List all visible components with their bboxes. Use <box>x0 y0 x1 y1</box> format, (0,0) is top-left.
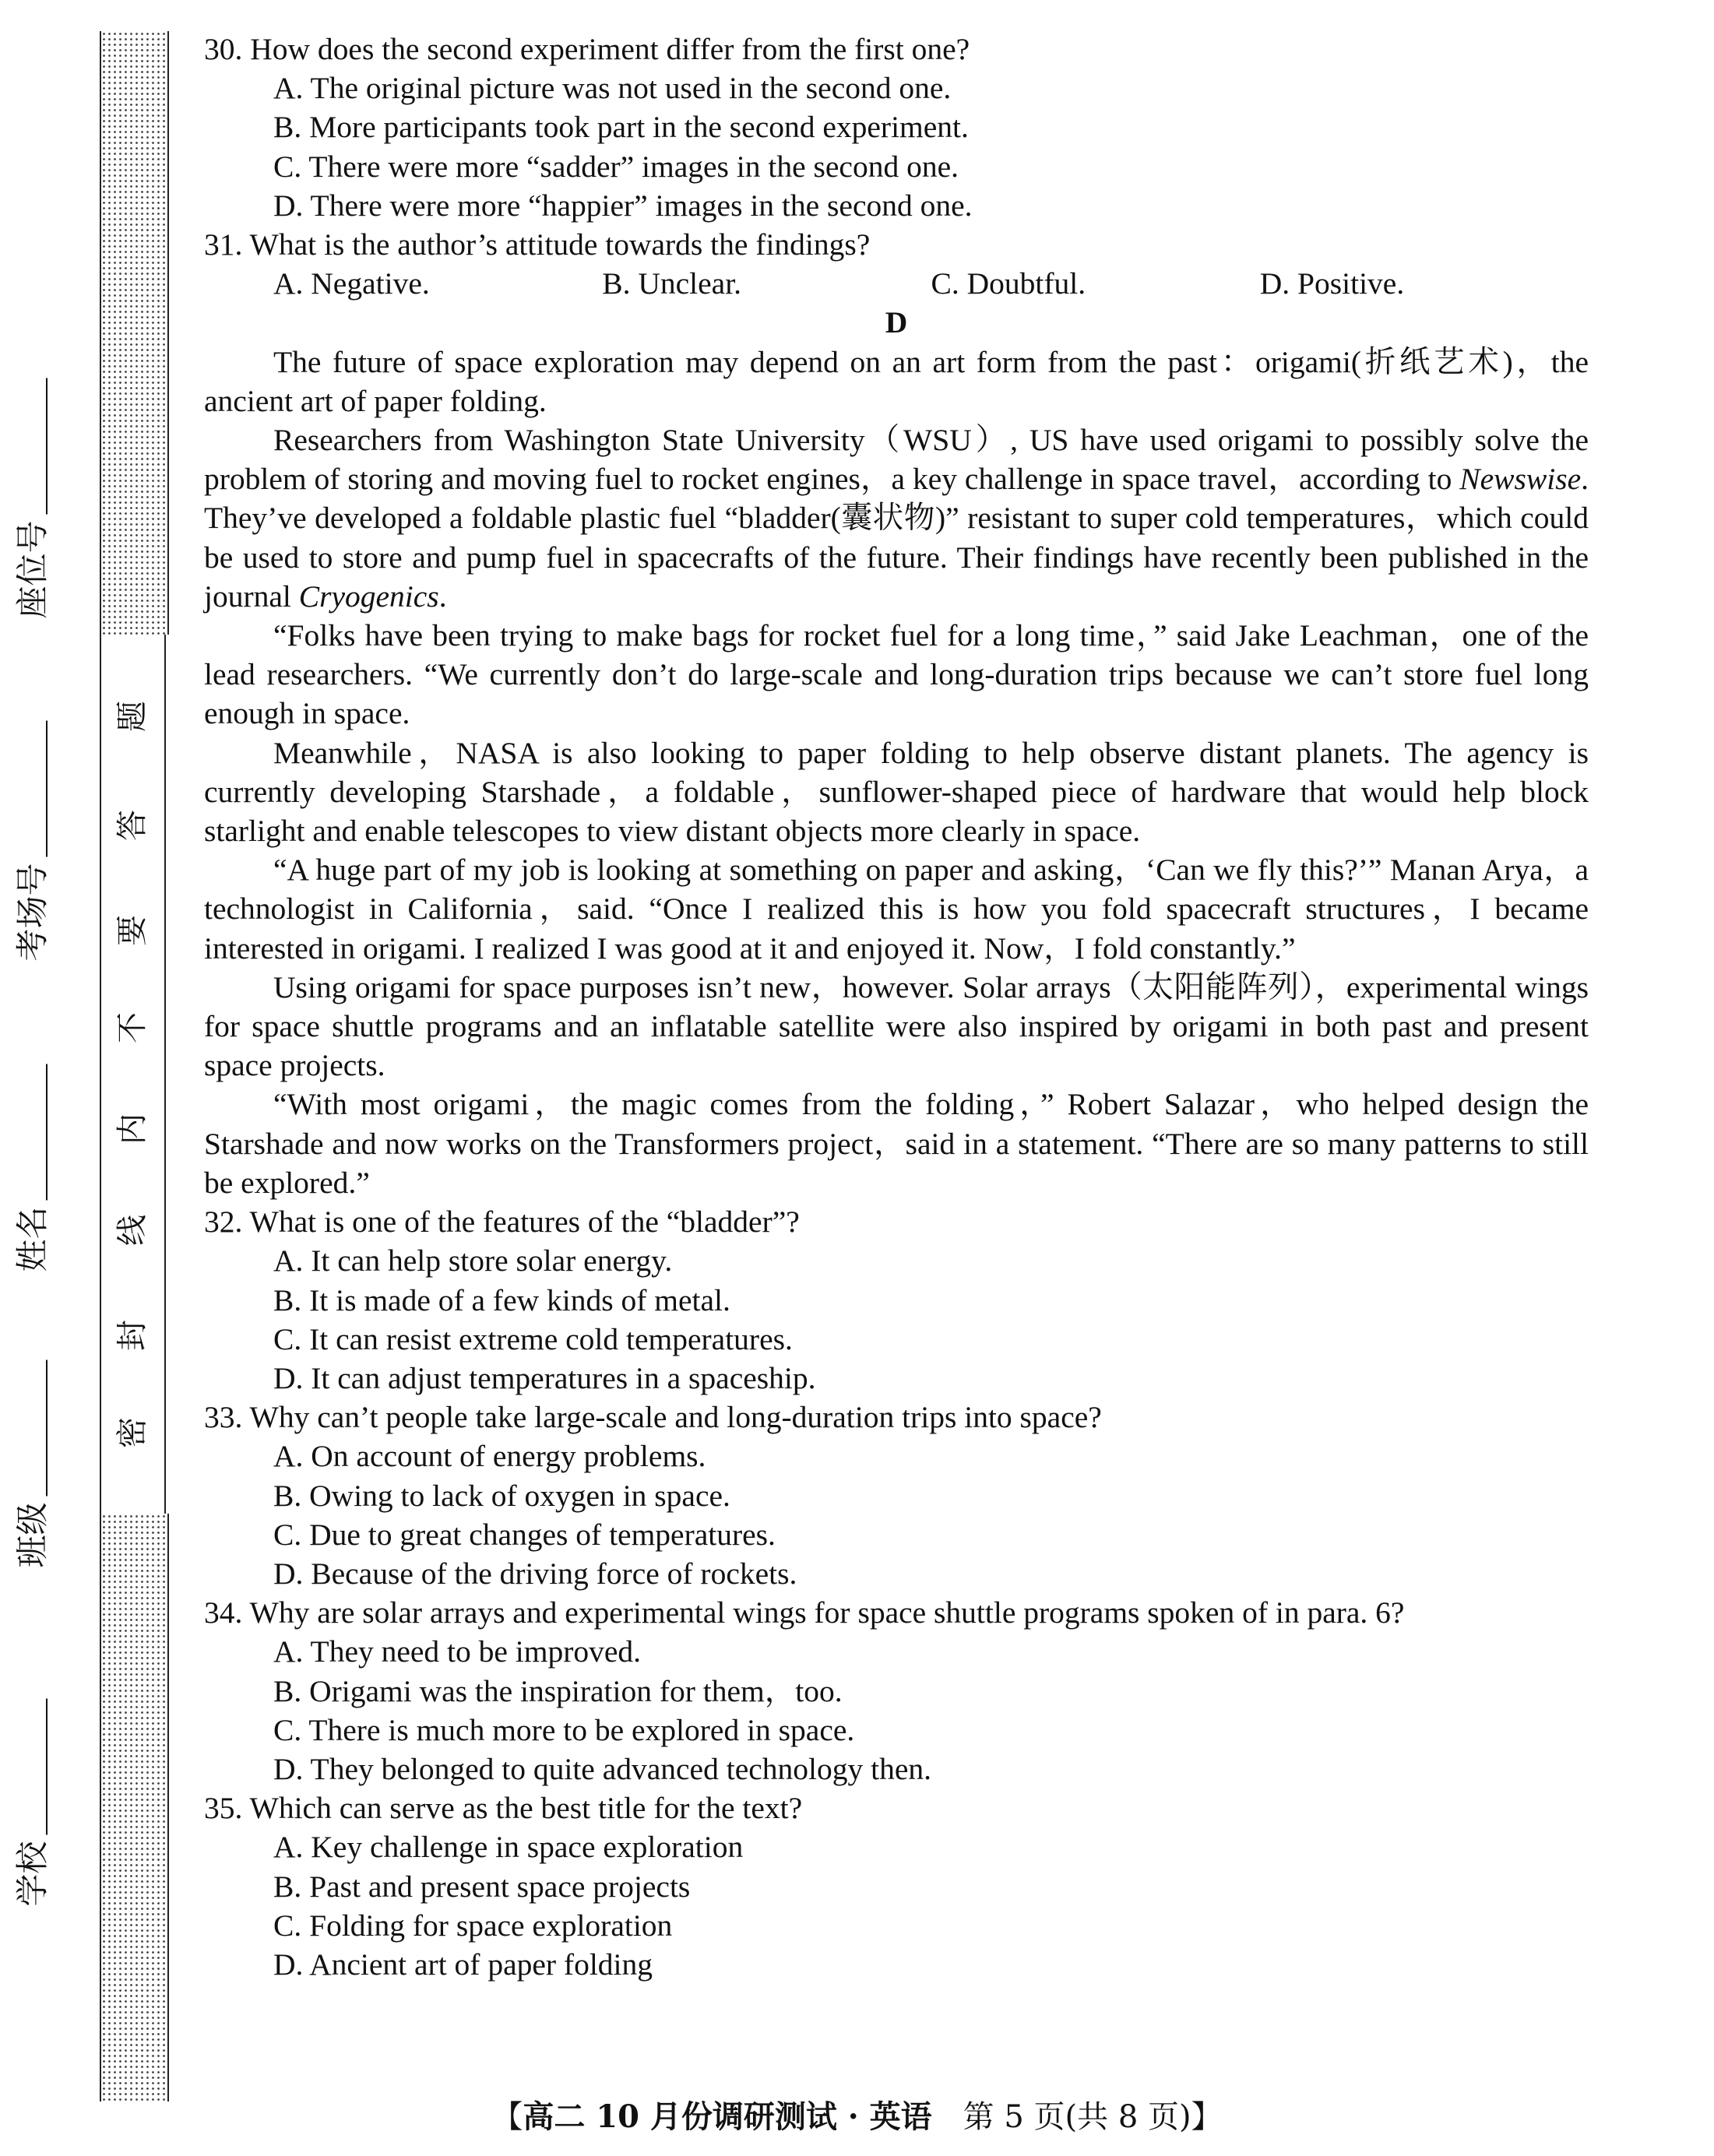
option-d: D. There were more “happier” images in the second one. <box>273 188 973 223</box>
seal-line-box <box>100 635 166 1514</box>
option-b: B. Owing to lack of oxygen in space. <box>273 1478 730 1513</box>
options-row <box>204 264 1589 303</box>
passage <box>204 343 1589 1202</box>
question-31 <box>204 225 1589 303</box>
option-a: A. Negative. <box>273 266 430 301</box>
option-a: A. It can help store solar energy. <box>273 1243 673 1278</box>
option-a: A. On account of energy problems. <box>273 1439 706 1474</box>
seal-char: 线 <box>114 1215 150 1246</box>
question-33 <box>204 1398 1589 1593</box>
option-c: C. Doubtful. <box>931 266 1086 301</box>
option-b: B. More participants took part in the second experiment. <box>273 110 969 145</box>
option-a: A. Key challenge in space exploration <box>273 1830 744 1865</box>
option-b: B. Origami was the inspiration for them，too. <box>273 1673 843 1708</box>
question-stem: 33. Why can’t people take large-scale and long-duration trips into space? <box>204 1400 1102 1435</box>
source-name: Newswise <box>1459 462 1582 497</box>
paragraph-7: “With most origami，the magic comes from the folding，” Robert Salazar，who helped design the Starshade and now works on the Transformers project，said in a statement. “There are so many patterns to still be explored.” <box>204 1087 1589 1200</box>
school-field: 学校 <box>16 1698 49 1906</box>
option-c: C. Due to great changes of temperatures. <box>273 1517 776 1552</box>
option-c: C. There is much more to be explored in space. <box>273 1712 855 1747</box>
option-d: D. Because of the driving force of rockets. <box>273 1556 797 1591</box>
seal-char: 要 <box>114 915 150 946</box>
seat-number-field: 座位号 <box>16 378 49 618</box>
option-d: D. Positive. <box>1259 266 1405 301</box>
option-c: C. Folding for space exploration <box>273 1908 673 1943</box>
exam-room-field: 考场号 <box>16 720 49 961</box>
paragraph-5: “A huge part of my job is looking at something on paper and asking，‘Can we fly this?’” Manan Arya，a technologist in California，said. “Once I realized this is how you fold spacecraft structures，I became interested in origami. I realized I was good at it and enjoyed it. Now，I fold constantly.” <box>204 853 1589 965</box>
option-b: B. Past and present space projects <box>273 1869 691 1904</box>
paragraph-1: The future of space exploration may depend on an art form from the past：origami(折纸艺术)，the ancient art of paper folding. <box>204 344 1589 418</box>
option-c: C. It can resist extreme cold temperatures. <box>273 1321 793 1356</box>
seal-char: 密 <box>114 1417 150 1448</box>
dotted-seal-strip-top <box>100 31 169 635</box>
option-c: C. There were more “sadder” images in the second one. <box>273 149 959 184</box>
seal-char: 答 <box>114 810 150 841</box>
dotted-seal-strip-bottom <box>100 1514 169 2101</box>
paragraph-4: Meanwhile，NASA is also looking to paper folding to help observe distant planets. The agency is currently developing Starshade，a foldable，sunflower-shaped piece of hardware that would help block starlight and enable telescopes to view distant objects more clearly in space. <box>204 735 1589 849</box>
question-34 <box>204 1593 1589 1788</box>
option-a: A. The original picture was not used in the second one. <box>273 71 952 106</box>
page-footer: 【高二 10 月份调研测试 · 英语 第 5 页(共 8 页)】 <box>491 2098 1223 2135</box>
exam-name: 高二 10 月份调研测试 <box>523 2098 837 2135</box>
page-number: 第 5 页(共 8 页) <box>963 2099 1191 2135</box>
section-title: D <box>885 305 908 340</box>
subject: 英语 <box>869 2098 932 2135</box>
paragraph-2: Researchers from Washington State University（WSU）, US have used origami to possibly solve the problem of storing and moving fuel to rocket engines，a key challenge in space travel，according to Newswise. They’ve developed a foldable plastic fuel “bladder(囊状物)” resistant to super cold temperatures，which could be used to store and pump fuel in spacecrafts of the future. Their findings have recently been published in the journal Cryogenics. <box>204 423 1589 614</box>
seal-char: 内 <box>114 1113 150 1145</box>
question-35 <box>204 1788 1589 1984</box>
seal-char: 不 <box>114 1012 150 1043</box>
paragraph-6: Using origami for space purposes isn’t new，however. Solar arrays（太阳能阵列），experimental wings for space shuttle programs and an inflatable satellite were also inspired by origami in both past and present space projects. <box>204 969 1589 1083</box>
exam-content <box>204 30 1589 1984</box>
name-field: 姓名 <box>16 1064 49 1271</box>
option-d: D. They belonged to quite advanced technology then. <box>273 1751 931 1786</box>
question-stem: 30. How does the second experiment differ from the first one? <box>204 32 970 66</box>
option-b: B. It is made of a few kinds of metal. <box>273 1282 730 1317</box>
paragraph-3: “Folks have been trying to make bags for rocket fuel for a long time，” said Jake Leachman，one of the lead researchers. “We currently don’t do large-scale and long-duration trips because we can’t store fuel long enough in space. <box>204 618 1589 731</box>
seal-char: 封 <box>114 1320 150 1351</box>
question-30 <box>204 30 1589 225</box>
option-d: D. It can adjust temperatures in a spaceship. <box>273 1360 816 1395</box>
journal-name: Cryogenics <box>298 579 439 614</box>
option-d: D. Ancient art of paper folding <box>273 1947 653 1982</box>
option-a: A. They need to be improved. <box>273 1634 642 1669</box>
question-stem: 31. What is the author’s attitude towards the findings? <box>204 227 871 262</box>
question-stem: 32. What is one of the features of the “bladder”? <box>204 1205 800 1240</box>
option-b: B. Unclear. <box>602 266 742 301</box>
question-32 <box>204 1202 1589 1398</box>
question-stem: 35. Which can serve as the best title for the text? <box>204 1791 803 1826</box>
seal-char: 题 <box>114 701 150 732</box>
question-stem: 34. Why are solar arrays and experimental wings for space shuttle programs spoken of in para. 6? <box>204 1595 1405 1630</box>
class-field: 班级 <box>16 1359 49 1567</box>
